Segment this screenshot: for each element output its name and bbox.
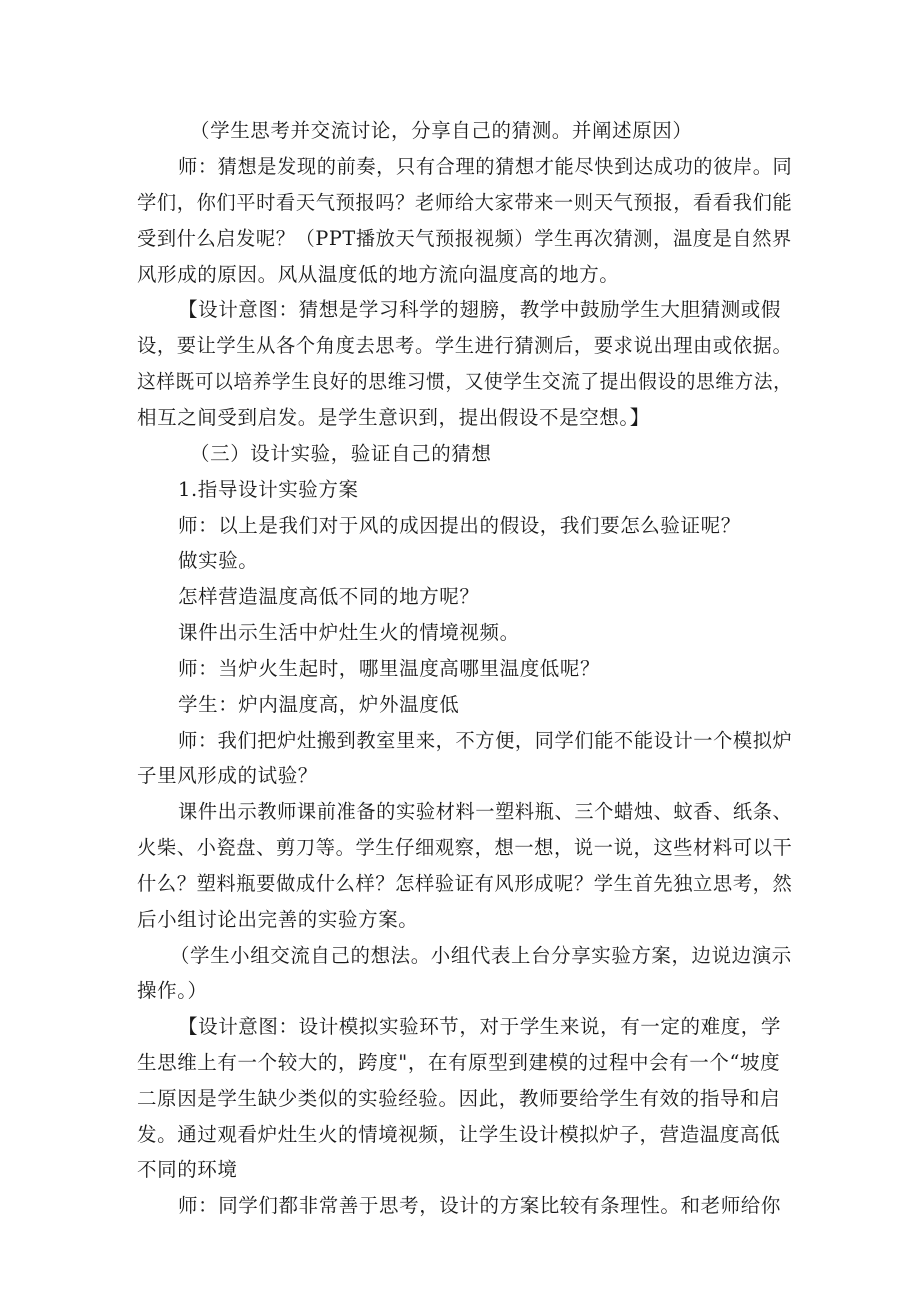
paragraph-line: 设，要让学生从各个角度去思考。学生进行猜测后，要求说出理由或依据。 <box>137 334 793 357</box>
paragraph-line: 课件出示生活中炉灶生火的情境视频。 <box>178 621 520 644</box>
paragraph-line: 【设计意图：猜想是学习科学的翅膀，教学中鼓励学生大胆猜测或假 <box>178 298 782 321</box>
paragraph-line: 后小组讨论出完善的实验方案。 <box>137 908 419 931</box>
paragraph-line: 生思维上有一个较大的，跨度"，在有原型到建模的过程中会有一个“坡度 <box>137 1051 781 1074</box>
paragraph-line: 【设计意图：设计模拟实验环节，对于学生来说，有一定的难度，学 <box>178 1015 782 1038</box>
paragraph-line: 受到什么启发呢？（PPT播放天气预报视频）学生再次猜测，温度是自然界 <box>137 227 792 250</box>
paragraph-line: 怎样营造温度高低不同的地方呢？ <box>178 585 480 608</box>
paragraph-line: 什么？塑料瓶要做成什么样？怎样验证有风形成呢？学生首先独立思考，然 <box>137 872 793 895</box>
section-heading: （三）设计实验，验证自己的猜想 <box>190 442 492 465</box>
paragraph-line: 相互之间受到启发。是学生意识到，提出假设不是空想。】 <box>137 406 650 429</box>
paragraph-line: 师：同学们都非常善于思考，设计的方案比较有条理性。和老师给你 <box>178 1194 782 1217</box>
paragraph-line: 这样既可以培养学生良好的思维习惯，又使学生交流了提出假设的思维方法， <box>137 370 793 393</box>
paragraph-line: 师：猜想是发现的前奏，只有合理的猜想才能尽快到达成功的彼岸。同 <box>178 155 793 178</box>
paragraph-line: （学生小组交流自己的想法。小组代表上台分享实验方案，边说边演示 <box>170 944 792 967</box>
paragraph-line: 风形成的原因。风从温度低的地方流向温度高的地方。 <box>137 263 620 286</box>
paragraph-line: 课件出示教师课前准备的实验材料一塑料瓶、三个蜡烛、蚊香、纸条、 <box>178 800 793 823</box>
paragraph-line: 师：当炉火生起时，哪里温度高哪里温度低呢？ <box>178 657 601 680</box>
paragraph-line: 二原因是学生缺少类似的实验经验。因此，教师要给学生有效的指导和启 <box>137 1087 781 1110</box>
paragraph-line: （学生思考并交流讨论，分享自己的猜测。并阐述原因） <box>190 119 693 142</box>
paragraph-line: 子里风形成的试验？ <box>137 764 318 787</box>
subsection-heading: 1.指导设计实验方案 <box>178 478 359 501</box>
paragraph-line: 师：以上是我们对于风的成因提出的假设，我们要怎么验证呢？ <box>178 514 741 537</box>
paragraph-line: 发。通过观看炉灶生火的情境视频，让学生设计模拟炉子，营造温度高低 <box>137 1123 781 1146</box>
paragraph-line: 学们，你们平时看天气预报吗？老师给大家带来一则天气预报，看看我们能 <box>137 191 793 214</box>
paragraph-line: 学生：炉内温度高，炉外温度低 <box>178 693 460 716</box>
paragraph-line: 操作。） <box>137 979 208 1002</box>
paragraph-line: 火柴、小瓷盘、剪刀等。学生仔细观察，想一想，说一说，这些材料可以干 <box>137 836 793 859</box>
paragraph-line: 做实验。 <box>178 549 259 572</box>
paragraph-line: 师：我们把炉灶搬到教室里来，不方便，同学们能不能设计一个模拟炉 <box>178 729 793 752</box>
paragraph-line: 不同的环境 <box>137 1158 238 1181</box>
